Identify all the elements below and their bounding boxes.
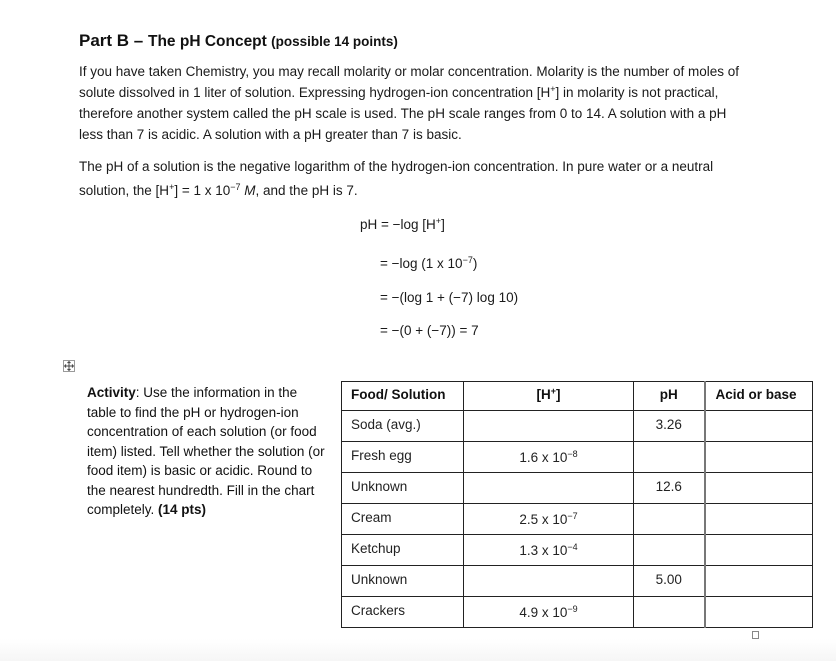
cell-food: Unknown bbox=[342, 473, 464, 504]
cell-h-concentration[interactable] bbox=[464, 442, 634, 473]
equation-text: = −log (1 x 10 bbox=[380, 256, 463, 271]
cell-ph[interactable]: 3.26 bbox=[634, 411, 705, 442]
equation-text: ] bbox=[441, 217, 445, 232]
cell-h-concentration[interactable] bbox=[464, 473, 634, 504]
table-row bbox=[342, 473, 813, 504]
cell-h-concentration[interactable] bbox=[464, 597, 634, 628]
cell-food: Ketchup bbox=[342, 535, 464, 566]
header-food: Food/ Solution bbox=[342, 382, 464, 411]
move-arrows-icon bbox=[64, 361, 74, 371]
cell-food: Fresh egg bbox=[342, 442, 464, 473]
exponent: −7 bbox=[230, 182, 241, 192]
cell-food: Crackers bbox=[342, 597, 464, 628]
cell-acid-base[interactable] bbox=[705, 442, 813, 473]
cell-text: 4.9 x 10 bbox=[519, 605, 568, 620]
title-dash: – bbox=[129, 31, 148, 50]
exponent: −7 bbox=[462, 255, 473, 265]
cell-acid-base[interactable] bbox=[705, 597, 813, 628]
intro-text: The pH of a solution is the negative logarithm of the hydrogen-ion concentration. In pure water or a neutral solution, the [H bbox=[79, 159, 714, 198]
exponent: −7 bbox=[567, 511, 578, 521]
cell-ph[interactable] bbox=[634, 597, 705, 628]
equation-line-1 bbox=[380, 256, 477, 271]
cell-acid-base[interactable] bbox=[705, 473, 813, 504]
activity-instructions bbox=[87, 383, 327, 520]
equation-text: pH = −log [H bbox=[360, 217, 436, 232]
table-row bbox=[342, 597, 813, 628]
exponent: −4 bbox=[567, 542, 578, 552]
header-text: [H bbox=[536, 387, 551, 402]
cell-ph[interactable]: 12.6 bbox=[634, 473, 705, 504]
title-part: Part B bbox=[79, 31, 130, 50]
table-header-row bbox=[342, 382, 813, 411]
cell-h-concentration[interactable] bbox=[464, 535, 634, 566]
cell-acid-base[interactable] bbox=[705, 566, 813, 597]
cell-text: 1.6 x 10 bbox=[519, 450, 568, 465]
header-acid-base: Acid or base bbox=[705, 382, 813, 411]
table-row bbox=[342, 535, 813, 566]
superscript: + bbox=[435, 216, 442, 226]
ph-table bbox=[341, 381, 813, 628]
cell-acid-base[interactable] bbox=[705, 411, 813, 442]
cell-food: Soda (avg.) bbox=[342, 411, 464, 442]
cell-food: Cream bbox=[342, 504, 464, 535]
equation-line-0 bbox=[360, 217, 445, 232]
cell-ph[interactable] bbox=[634, 535, 705, 566]
cell-ph[interactable] bbox=[634, 442, 705, 473]
activity-text: : Use the information in the table to find the pH or hydrogen-ion concentration of each solution (or food item) listed. Tell whether the solution (or food item) is basic or acidic. Round to the nearest hundredth. Fill in the chart completely. bbox=[87, 385, 325, 517]
cell-acid-base[interactable] bbox=[705, 504, 813, 535]
header-h-concentration bbox=[464, 382, 634, 411]
cell-food: Unknown bbox=[342, 566, 464, 597]
activity-label: Activity bbox=[87, 385, 136, 400]
table-row bbox=[342, 504, 813, 535]
exponent: −8 bbox=[567, 449, 578, 459]
cell-text: 2.5 x 10 bbox=[519, 512, 568, 527]
title-points: (possible 14 points) bbox=[271, 34, 398, 49]
page-bottom-edge bbox=[0, 639, 836, 661]
title-topic: The pH Concept bbox=[147, 33, 267, 50]
section-title bbox=[79, 31, 398, 51]
exponent: −9 bbox=[567, 604, 578, 614]
superscript: + bbox=[169, 182, 175, 192]
table-move-handle-icon[interactable] bbox=[63, 360, 75, 372]
equation-line-3: = −(0 + (−7)) = 7 bbox=[380, 323, 479, 338]
molarity-unit: M bbox=[244, 183, 256, 198]
cell-ph[interactable] bbox=[634, 504, 705, 535]
equation-line-2: = −(log 1 + (−7) log 10) bbox=[380, 290, 519, 305]
table-resize-handle-icon[interactable] bbox=[752, 631, 759, 639]
intro-text: ] = 1 x 10 bbox=[174, 183, 231, 198]
intro-text: , and the pH is 7. bbox=[255, 183, 358, 198]
cell-acid-base[interactable] bbox=[705, 535, 813, 566]
header-text: ] bbox=[556, 387, 561, 402]
cell-h-concentration[interactable] bbox=[464, 411, 634, 442]
cell-h-concentration[interactable] bbox=[464, 566, 634, 597]
table-row bbox=[342, 442, 813, 473]
intro-paragraph-1 bbox=[79, 61, 739, 145]
table-row bbox=[342, 411, 813, 442]
cell-text: 1.3 x 10 bbox=[519, 543, 568, 558]
cell-ph[interactable]: 5.00 bbox=[634, 566, 705, 597]
cell-h-concentration[interactable] bbox=[464, 504, 634, 535]
header-ph: pH bbox=[634, 382, 705, 411]
superscript: + bbox=[550, 84, 556, 94]
activity-points: (14 pts) bbox=[158, 502, 207, 517]
intro-paragraph-2 bbox=[79, 155, 739, 203]
table-row bbox=[342, 566, 813, 597]
intro-text: If you have taken Chemistry, you may recall molarity or molar concentration. Molarity is the number of moles of solute dissolved in 1 liter of solution. Expressing hydrogen-ion concentration [H bbox=[79, 64, 740, 100]
intro-text: ] in molarity is not practical, therefore another system called the pH scale is used. The pH scale ranges from 0 to 14. A solution with a pH less than 7 is acidic. A solution with a pH greater than 7 is basic. bbox=[79, 85, 727, 142]
superscript: + bbox=[550, 386, 556, 396]
equation-text: ) bbox=[472, 256, 478, 271]
